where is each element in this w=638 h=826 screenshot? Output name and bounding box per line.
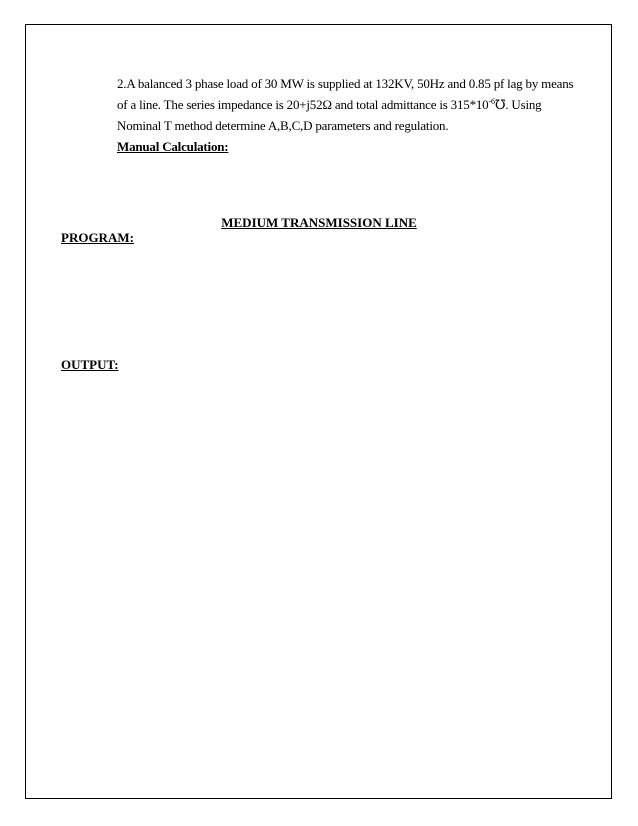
- program-heading: PROGRAM:: [61, 230, 134, 245]
- page-title: MEDIUM TRANSMISSION LINE: [221, 215, 417, 230]
- admittance-exponent: -6: [488, 97, 495, 106]
- problem-line-2-text: of a line. The series impedance is 20+j52Ω and total admittance is 315*10: [117, 97, 489, 112]
- problem-line-3: Nominal T method determine A,B,C,D parameters and regulation.: [117, 118, 449, 133]
- problem-line-2: [117, 94, 587, 115]
- manual-calculation-heading: Manual Calculation:: [117, 139, 229, 154]
- problem-line-2-tail: ℧. Using: [494, 97, 542, 112]
- problem-statement: [117, 73, 587, 157]
- problem-line-1: 2.A balanced 3 phase load of 30 MW is supplied at 132KV, 50Hz and 0.85 pf lag by means: [117, 76, 574, 91]
- output-heading: OUTPUT:: [61, 357, 119, 372]
